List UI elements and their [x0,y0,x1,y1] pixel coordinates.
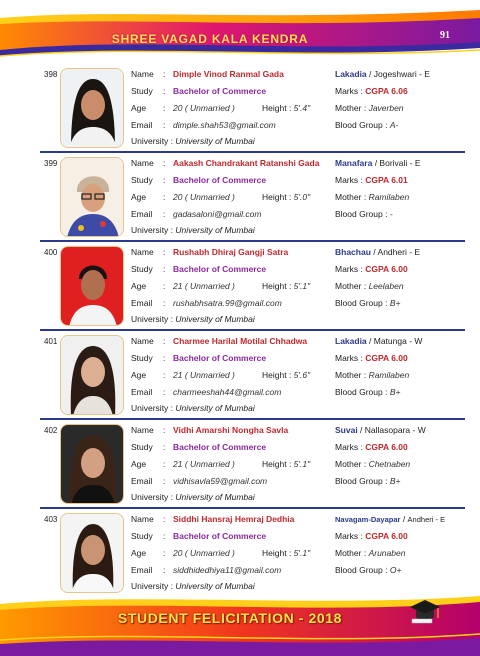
age-row: Age : 21 ( Unmarried ) Height : 5'.6" [131,370,311,380]
serial-number: 403 [44,515,58,524]
student-university: University of Mumbai [175,314,255,324]
mother-row: Mother : Ramilaben [335,192,410,202]
native-place: Navagam-Dayapar / Andheri - E [335,514,446,524]
student-marks: CGPA 6.00 [365,531,408,541]
org-title: SHREE VAGAD KALA KENDRA [111,32,309,46]
university-row: University : University of Mumbai [131,136,255,146]
student-email: siddhidedhiya11@gmail.com [173,565,282,575]
student-photo [60,513,124,593]
marks-row: Marks : CGPA 6.00 [335,264,408,274]
student-study: Bachelor of Commerce [173,86,267,96]
student-marks: CGPA 6.00 [365,264,408,274]
serial-number: 399 [44,159,58,168]
student-marks: CGPA 6.00 [365,442,408,452]
university-row: University : University of Mumbai [131,225,255,235]
native-place: Lakadia / Jogeshwari - E [335,69,430,79]
mother-row: Mother : Javerben [335,103,404,113]
student-name: Dimple Vinod Ranmal Gada [173,69,284,79]
student-email: vidhisavla59@gmail.com [173,476,268,486]
student-card: 400 Name : Rushabh Dhiraj Gangji Satra Study : Bachelor of Commerce Age : 21 ( Unmarried ) Height : 5'.1" Email : rushabhsatra.99@gmail.com University : University of Mumbai Bhachau / Andheri - E Marks : CGPA 6.00 Mother : Leelaben Blood Group : B+ [0,242,480,331]
student-card: 402 Name : Vidhi Amarshi Nongha Savla Study : Bachelor of Commerce Age : 21 ( Unmarried ) Height : 5'.1" Email : vidhisavla59@gmail.com University : University of Mumbai Suvai / Nallasopara - W Marks : CGPA 6.00 Mother : Chetnaben Blood Group : B+ [0,420,480,509]
student-name: Rushabh Dhiraj Gangji Satra [173,247,289,257]
student-photo [60,335,124,415]
mother-row: Mother : Ramilaben [335,370,410,380]
student-email: rushabhsatra.99@gmail.com [173,298,282,308]
student-card: 399 Name : Aakash Chandrakant Ratanshi Gada Study : Bachelor of Commerce Age : 20 ( Unmarried ) Height : 5'.0" Email : gadasaloni@gmail.com University : University of Mumbai Manafara / Borivali - E Marks : CGPA 6.01 Mother : Ramilaben Blood Group : - [0,153,480,242]
native-place: Suvai / Nallasopara - W [335,425,426,435]
page-header [0,0,480,62]
student-email: dimple.shah53@gmail.com [173,120,276,130]
student-mother: Ramilaben [368,370,410,380]
student-age: 20 ( Unmarried ) [173,103,235,113]
student-name: Vidhi Amarshi Nongha Savla [173,425,289,435]
student-university: University of Mumbai [175,581,255,591]
student-blood-group: B+ [389,387,401,397]
mother-row: Mother : Leelaben [335,281,404,291]
student-name: Siddhi Hansraj Hemraj Dedhia [173,514,295,524]
native-place: Lakadia / Matunga - W [335,336,423,346]
mother-row: Mother : Chetnaben [335,459,411,469]
marks-row: Marks : CGPA 6.00 [335,353,408,363]
blood-group-row: Blood Group : B+ [335,476,401,486]
student-study: Bachelor of Commerce [173,264,267,274]
native-place: Bhachau / Andheri - E [335,247,421,257]
student-height: 5'.1" [293,548,311,558]
blood-group-row: Blood Group : - [335,209,393,219]
serial-number: 398 [44,70,58,79]
age-row: Age : 20 ( Unmarried ) Height : 5'.1" [131,548,311,558]
student-mother: Javerben [368,103,404,113]
student-mother: Arunaben [368,548,406,558]
student-photo [60,157,124,237]
blood-group-row: Blood Group : A- [335,120,399,130]
student-age: 20 ( Unmarried ) [173,192,235,202]
student-study: Bachelor of Commerce [173,175,267,185]
student-blood-group: B+ [389,298,401,308]
student-height: 5'.4" [293,103,311,113]
student-mother: Leelaben [368,281,404,291]
blood-group-row: Blood Group : O+ [335,565,402,575]
student-university: University of Mumbai [175,492,255,502]
student-card: 403 Name : Siddhi Hansraj Hemraj Dedhia Study : Bachelor of Commerce Age : 20 ( Unmarried ) Height : 5'.1" Email : siddhidedhiya11@gmail.com University : University of Mumbai Navagam-Dayapar / Andheri - E Marks : CGPA 6.00 Mother : Arunaben Blood Group : O+ [0,509,480,598]
blood-group-row: Blood Group : B+ [335,298,401,308]
student-age: 21 ( Unmarried ) [173,370,235,380]
mother-row: Mother : Arunaben [335,548,406,558]
student-study: Bachelor of Commerce [173,353,267,363]
graduation-cap-icon [408,598,442,624]
serial-number: 400 [44,248,58,257]
marks-row: Marks : CGPA 6.01 [335,175,408,185]
student-email: gadasaloni@gmail.com [173,209,262,219]
student-photo [60,246,124,326]
serial-number: 401 [44,337,58,346]
student-mother: Ramilaben [368,192,410,202]
page-footer [0,590,480,656]
blood-group-row: Blood Group : B+ [335,387,401,397]
student-study: Bachelor of Commerce [173,531,267,541]
student-photo [60,68,124,148]
student-card: 398 Name : Dimple Vinod Ranmal Gada Study : Bachelor of Commerce Age : 20 ( Unmarried ) Height : 5'.4" Email : dimple.shah53@gmail.com University : University of Mumbai Lakadia / Jogeshwari - E Marks : CGPA 6.06 Mother : Javerben Blood Group : A- [0,64,480,153]
student-email: charmeeshah44@gmail.com [173,387,282,397]
university-row: University : University of Mumbai [131,403,255,413]
student-card: 401 Name : Charmee Harilal Motilal Chhadwa Study : Bachelor of Commerce Age : 21 ( Unmarried ) Height : 5'.6" Email : charmeeshah44@gmail.com University : University of Mumbai Lakadia / Matunga - W Marks : CGPA 6.00 Mother : Ramilaben Blood Group : B+ [0,331,480,420]
student-name: Aakash Chandrakant Ratanshi Gada [173,158,320,168]
student-height: 5'.6" [293,370,311,380]
student-photo [60,424,124,504]
age-row: Age : 20 ( Unmarried ) Height : 5'.4" [131,103,311,113]
native-place: Manafara / Borivali - E [335,158,421,168]
page-number: 91 [440,30,450,41]
marks-row: Marks : CGPA 6.06 [335,86,408,96]
student-age: 20 ( Unmarried ) [173,548,235,558]
header-banner [0,0,480,62]
student-university: University of Mumbai [175,225,255,235]
student-marks: CGPA 6.00 [365,353,408,363]
student-age: 21 ( Unmarried ) [173,281,235,291]
student-marks: CGPA 6.06 [365,86,408,96]
student-blood-group: O+ [389,565,402,575]
student-university: University of Mumbai [175,136,255,146]
student-height: 5'.0" [293,192,311,202]
student-university: University of Mumbai [175,403,255,413]
student-marks: CGPA 6.01 [365,175,408,185]
student-mother: Chetnaben [368,459,411,469]
university-row: University : University of Mumbai [131,492,255,502]
age-row: Age : 20 ( Unmarried ) Height : 5'.0" [131,192,311,202]
student-age: 21 ( Unmarried ) [173,459,235,469]
student-blood-group: A- [389,120,399,130]
student-name: Charmee Harilal Motilal Chhadwa [173,336,308,346]
student-study: Bachelor of Commerce [173,442,267,452]
age-row: Age : 21 ( Unmarried ) Height : 5'.1" [131,459,311,469]
student-height: 5'.1" [293,459,311,469]
marks-row: Marks : CGPA 6.00 [335,531,408,541]
student-blood-group: - [389,209,393,219]
student-blood-group: B+ [389,476,401,486]
student-height: 5'.1" [293,281,311,291]
age-row: Age : 21 ( Unmarried ) Height : 5'.1" [131,281,311,291]
event-title: STUDENT FELICITATION - 2018 [117,610,343,626]
marks-row: Marks : CGPA 6.00 [335,442,408,452]
university-row: University : University of Mumbai [131,581,255,591]
university-row: University : University of Mumbai [131,314,255,324]
serial-number: 402 [44,426,58,435]
